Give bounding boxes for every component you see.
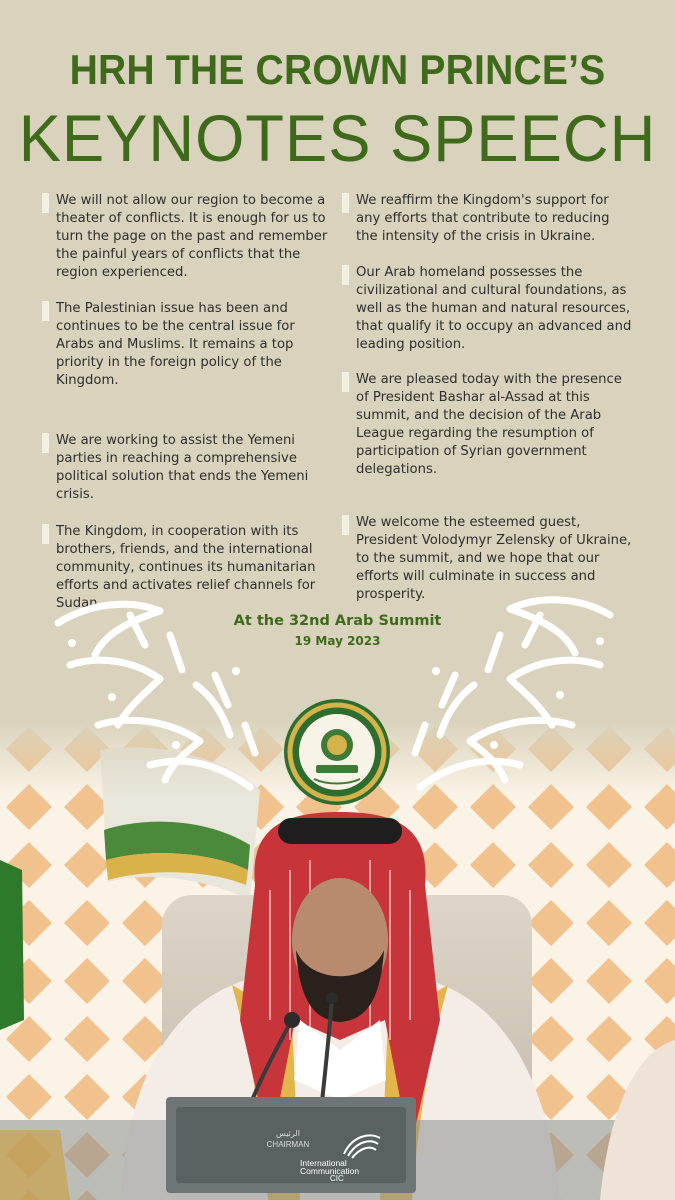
headline-line-2: KEYNOTES SPEECH (18, 101, 657, 175)
quote-arab-homeland: Our Arab homeland possesses the civilizational and cultural foundations, as well as the human and natural resources, that qualify it to occupy an advanced and leading position. (342, 264, 632, 354)
quote-regional-conflicts: We will not allow our region to become a theater of conflicts. It is enough for us to turn the page on the past and remember the painful years of conflicts that the region experienced. (42, 192, 332, 282)
headline-line-1: HRH THE CROWN PRINCE’S (69, 46, 606, 93)
arab-summit-emblem (282, 697, 392, 807)
quote-syria: We are pleased today with the presence of President Bashar al-Assad at this summit, and the decision of the Arab League regarding the resumption of participation of Syrian government delegations. (342, 371, 632, 479)
quote-ukraine-support: We reaffirm the Kingdom's support for any efforts that contribute to reducing the intensity of the crisis in Ukraine. (342, 192, 632, 246)
summit-date: 19 May 2023 (294, 634, 381, 648)
placard-english: CHAIRMAN (266, 1140, 310, 1149)
cic-logo-mark (340, 1130, 384, 1160)
summit-title: At the 32nd Arab Summit (233, 613, 442, 629)
cic-logo (300, 1128, 400, 1183)
quote-sudan: The Kingdom, in cooperation with its brothers, friends, and the international community, continues its humanitarian efforts and activates relief channels for Sudan. (42, 523, 332, 613)
quote-zelensky: We welcome the esteemed guest, President Volodymyr Zelensky of Ukraine, to the summit, and we hope that our efforts will culminate in success and prosperity. (342, 514, 632, 604)
cic-logo-line-3: CIC (330, 1174, 344, 1183)
placard-arabic: الرئيس (276, 1129, 300, 1138)
quote-yemen: We are working to assist the Yemeni parties in reaching a comprehensive political solution that ends the Yemeni crisis. (42, 432, 332, 504)
cic-logo-line-2: Communication (300, 1166, 360, 1176)
quotes-right-column (342, 192, 632, 604)
quote-palestinian-issue: The Palestinian issue has been and continues to be the central issue for Arabs and Muslims. It remains a top priority in the foreign policy of the Kingdom. (42, 300, 332, 390)
cic-logo-line-1: International (300, 1158, 347, 1168)
quotes-left-column (42, 192, 332, 613)
